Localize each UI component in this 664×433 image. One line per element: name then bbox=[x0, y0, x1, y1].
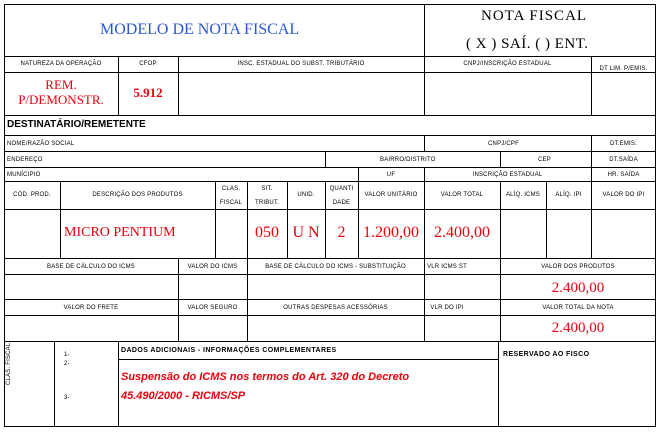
insc-estadual-label: INSCRIÇÃO ESTADUAL bbox=[472, 172, 543, 178]
divider bbox=[4, 341, 656, 342]
divider bbox=[247, 181, 248, 258]
col-valor-unit: VALOR UNITÁRIO bbox=[364, 192, 418, 198]
outras-despesas-label: OUTRAS DESPESAS ACESSÓRIAS bbox=[283, 305, 388, 311]
product-valor-unit: 1.200,00 bbox=[363, 224, 419, 241]
col-clas: FISCAL bbox=[219, 200, 243, 206]
item-1: 1- bbox=[64, 352, 70, 358]
natureza-value: REM. bbox=[45, 77, 77, 92]
col-aliq-icms: ALÍQ. ICMS bbox=[505, 192, 540, 198]
natureza-value: P/DEMONSTR. bbox=[18, 92, 104, 107]
divider bbox=[4, 315, 656, 316]
cnpj-cpf-label: CNPJ/CPF bbox=[488, 141, 519, 147]
col-aliq-ipi: ALÍQ. IPI bbox=[555, 192, 582, 198]
col-clas: CLAS. bbox=[221, 186, 241, 192]
doc-type: ( X ) SAÍ. ( ) ENT. bbox=[466, 36, 589, 52]
divider bbox=[591, 56, 592, 115]
divider bbox=[325, 151, 326, 167]
col-valor-total: VALOR TOTAL bbox=[440, 192, 484, 198]
divider bbox=[4, 258, 656, 259]
cnpj-insc-label: CNPJ/INSCRIÇÃO ESTADUAL bbox=[463, 61, 552, 67]
product-sit: 050 bbox=[255, 224, 279, 241]
vlr-ipi-label: VLR DO IPI bbox=[430, 305, 464, 311]
divider bbox=[4, 167, 656, 168]
divider bbox=[247, 258, 248, 341]
divider bbox=[4, 72, 656, 73]
valor-seguro-label: VALOR SEGURO bbox=[187, 305, 238, 311]
divider bbox=[4, 209, 656, 210]
doc-title: NOTA FISCAL bbox=[481, 8, 588, 24]
reservado-label: RESERVADO AO FISCO bbox=[503, 351, 590, 358]
divider bbox=[118, 359, 498, 360]
divider bbox=[215, 181, 216, 258]
divider bbox=[4, 151, 656, 152]
divider bbox=[4, 181, 656, 182]
divider bbox=[424, 4, 425, 56]
base-icms-subst-label: BASE DE CÁLCULO DO ICMS - SUBSTITUIÇÃO bbox=[265, 264, 406, 270]
insc-subst-label: INSC. ESTADUAL DO SUBST. TRIBUTÁRIO bbox=[237, 61, 365, 67]
valor-total-nota: 2.400,00 bbox=[551, 320, 605, 336]
col-quant: QUANTI bbox=[329, 186, 354, 192]
natureza-label: NATUREZA DA OPERAÇÃO bbox=[20, 61, 102, 67]
product-quant: 2 bbox=[337, 224, 346, 241]
product-description: MICRO PENTIUM bbox=[64, 225, 176, 240]
divider bbox=[54, 341, 55, 427]
item-2: 2- bbox=[64, 361, 70, 367]
hr-saida-label: HR. SAÍDA bbox=[607, 172, 640, 178]
col-unid: UNID. bbox=[297, 192, 315, 198]
divider bbox=[4, 135, 656, 136]
divider bbox=[4, 115, 656, 116]
divider bbox=[498, 341, 499, 427]
dt-saida-label: DT.SAÍDA bbox=[609, 157, 638, 163]
valor-produtos: 2.400,00 bbox=[551, 280, 605, 296]
divider bbox=[500, 151, 501, 167]
nome-label: NOME/RAZÃO SOCIAL bbox=[7, 141, 75, 147]
clas-fiscal-label: CLAS. FISCAL bbox=[6, 342, 12, 385]
dt-emis-label: DT.EMIS. bbox=[610, 141, 637, 147]
cep-label: CEP bbox=[538, 157, 551, 163]
vlr-icms-st-label: VLR ICMS ST bbox=[427, 264, 467, 270]
divider bbox=[325, 181, 326, 258]
additional-title: DADOS ADICIONAIS - INFORMAÇÕES COMPLEMENTARES bbox=[121, 347, 337, 354]
valor-produtos-label: VALOR DOS PRODUTOS bbox=[541, 264, 615, 270]
divider bbox=[424, 258, 425, 341]
col-cod: CÓD. PROD. bbox=[13, 192, 51, 198]
col-descricao: DESCRIÇÃO DOS PRODUTOS bbox=[92, 192, 183, 198]
divider bbox=[4, 299, 656, 300]
municipio-label: MUNÍCIPIO bbox=[7, 172, 41, 178]
divider bbox=[4, 56, 656, 57]
uf-label: UF bbox=[386, 172, 396, 178]
valor-frete-label: VALOR DO FRETE bbox=[63, 305, 119, 311]
nota-fiscal-form bbox=[4, 4, 656, 427]
valor-total-nota-label: VALOR TOTAL DA NOTA bbox=[542, 305, 614, 311]
dt-lim-label: DT LIM. P/EMIS. bbox=[599, 66, 648, 72]
bairro-label: BAIRRO/DISTRITO bbox=[380, 157, 436, 163]
additional-text: Suspensão do ICMS nos termos do Art. 320 do Decreto bbox=[121, 371, 410, 383]
additional-text: 45.490/2000 - RICMS/SP bbox=[121, 390, 246, 402]
divider bbox=[424, 135, 425, 151]
model-title: MODELO DE NOTA FISCAL bbox=[100, 21, 300, 38]
endereco-label: ENDEREÇO bbox=[7, 157, 43, 163]
section-title: DESTINATÁRIO/REMETENTE bbox=[7, 119, 146, 130]
valor-icms-label: VALOR DO ICMS bbox=[187, 264, 238, 270]
col-valor-ipi: VALOR DO IPI bbox=[602, 192, 645, 198]
divider bbox=[4, 274, 656, 275]
divider bbox=[178, 258, 179, 341]
cfop-value: 5.912 bbox=[133, 85, 163, 100]
base-icms-label: BASE DE CÁLCULO DO ICMS bbox=[47, 264, 135, 270]
product-unid: U N bbox=[292, 224, 320, 241]
divider bbox=[118, 341, 119, 427]
product-valor-total: 2.400,00 bbox=[434, 224, 490, 241]
col-sit: SIT. bbox=[261, 186, 273, 192]
cfop-label: CFOP bbox=[139, 61, 157, 67]
col-sit: TRIBUT. bbox=[254, 200, 280, 206]
item-3: 3- bbox=[64, 395, 70, 401]
col-quant: DADE bbox=[332, 200, 351, 206]
